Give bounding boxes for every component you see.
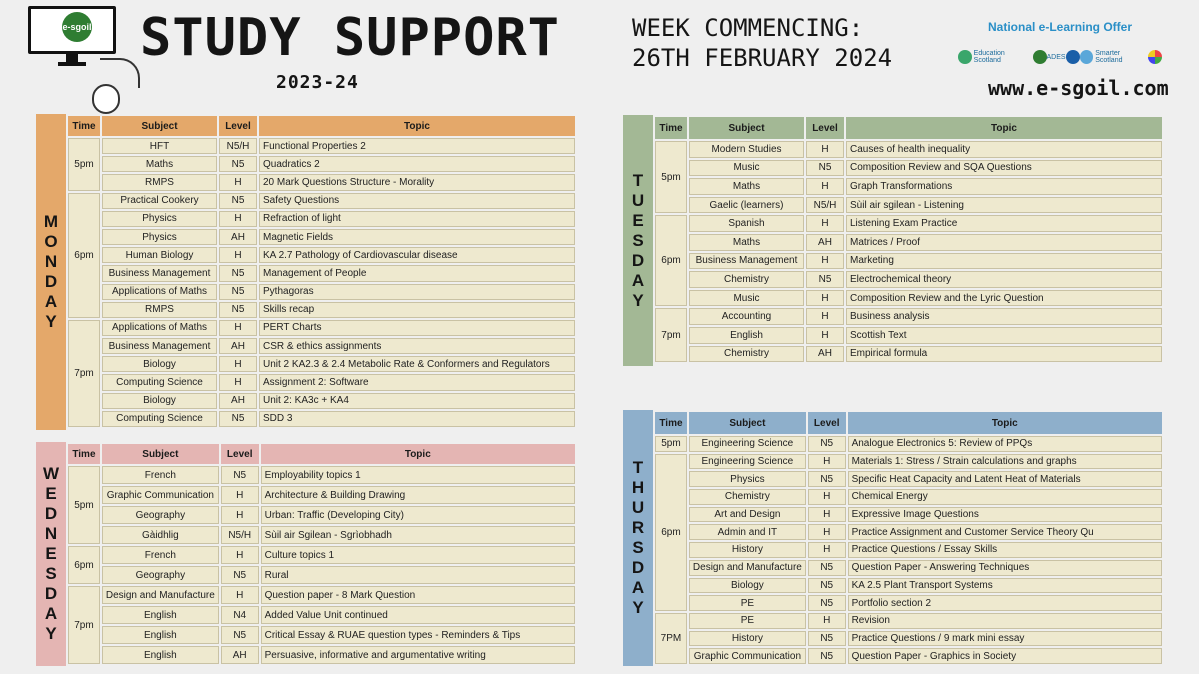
subject-cell: Gàidhlig [102, 526, 219, 544]
topic-cell: Functional Properties 2 [259, 138, 575, 154]
subject-cell: Design and Manufacture [102, 586, 219, 604]
week-commencing-label: WEEK COMMENCING: [632, 14, 864, 42]
table-row [655, 613, 1162, 629]
day-letter: S [632, 230, 644, 250]
topic-cell: Practice Assignment and Customer Service Theory Qu [848, 524, 1162, 540]
subject-cell: French [102, 466, 219, 484]
subject-cell: English [689, 327, 804, 344]
level-cell: N5 [219, 265, 257, 281]
subject-cell: Practical Cookery [102, 193, 217, 209]
subject-cell: PE [689, 613, 806, 629]
table-row [68, 320, 575, 336]
level-cell: N5 [808, 578, 846, 594]
level-cell: N5/H [221, 526, 259, 544]
column-header-time: Time [68, 444, 100, 464]
topic-cell: Sùil air Sgilean - Sgrìobhadh [261, 526, 575, 544]
topic-cell: SDD 3 [259, 411, 575, 427]
level-cell: N5 [806, 160, 844, 177]
page-title: STUDY SUPPORT [140, 8, 560, 68]
subject-cell: Geography [102, 506, 219, 524]
level-cell: H [219, 356, 257, 372]
subject-cell: Computing Science [102, 411, 217, 427]
day-letter: R [631, 518, 645, 537]
time-slot: 6pm [655, 215, 687, 306]
day-letter: O [44, 232, 58, 251]
day-letter: E [45, 544, 57, 563]
table-row [655, 141, 1162, 158]
day-letter: N [44, 252, 58, 271]
day-letter: A [44, 604, 58, 623]
level-cell: H [806, 253, 844, 270]
website-url[interactable]: www.e-sgoil.com [988, 76, 1169, 100]
day-letter: S [45, 564, 57, 583]
day-letter: A [631, 578, 645, 597]
topic-cell: PERT Charts [259, 320, 575, 336]
table-row [68, 526, 575, 544]
table-row [655, 595, 1162, 611]
subject-cell: Business Management [102, 338, 217, 354]
day-letter: E [632, 210, 644, 230]
level-cell: AH [806, 346, 844, 363]
level-cell: N5 [221, 566, 259, 584]
mouse-icon [92, 84, 120, 114]
academic-year: 2023-24 [276, 72, 359, 93]
day-letter: U [631, 190, 645, 210]
column-header-level: Level [219, 116, 257, 136]
wednesday-day-label [36, 442, 66, 666]
table-row [68, 138, 575, 154]
level-cell: H [219, 320, 257, 336]
level-cell: N5 [219, 284, 257, 300]
topic-cell: KA 2.7 Pathology of Cardiovascular disease [259, 247, 575, 263]
table-row [655, 489, 1162, 505]
table-row [655, 327, 1162, 344]
subject-cell: Geography [102, 566, 219, 584]
level-cell: H [219, 374, 257, 390]
wednesday-schedule [36, 442, 577, 666]
subject-cell: Graphic Communication [689, 648, 806, 664]
time-slot: 7pm [68, 320, 100, 427]
subject-cell: History [689, 631, 806, 647]
level-cell: H [806, 178, 844, 195]
topic-cell: Urban: Traffic (Developing City) [261, 506, 575, 524]
column-header-subject: Subject [689, 412, 806, 434]
thursday-timetable [653, 410, 1164, 666]
subject-cell: French [102, 546, 219, 564]
table-row [68, 302, 575, 318]
table-row [68, 229, 575, 245]
column-header-level: Level [806, 117, 844, 139]
topic-cell: Composition Review and SQA Questions [846, 160, 1162, 177]
subject-cell: Biology [689, 578, 806, 594]
level-cell: N5/H [806, 197, 844, 214]
table-row [68, 626, 575, 644]
topic-cell: Matrices / Proof [846, 234, 1162, 251]
subject-cell: PE [689, 595, 806, 611]
level-cell: H [808, 454, 846, 470]
subject-cell: Accounting [689, 308, 804, 325]
table-row [68, 174, 575, 190]
level-cell: N4 [221, 606, 259, 624]
level-cell: N5 [219, 193, 257, 209]
table-row [68, 586, 575, 604]
topic-cell: Question paper - 8 Mark Question [261, 586, 575, 604]
table-row [655, 436, 1162, 452]
computer-monitor-logo [28, 6, 116, 64]
subject-cell: RMPS [102, 302, 217, 318]
topic-cell: Skills recap [259, 302, 575, 318]
level-cell: H [219, 247, 257, 263]
level-cell: N5 [808, 436, 846, 452]
topic-cell: Chemical Energy [848, 489, 1162, 505]
day-letter: Y [632, 598, 644, 617]
topic-cell: Marketing [846, 253, 1162, 270]
table-row [655, 648, 1162, 664]
topic-cell: Empirical formula [846, 346, 1162, 363]
time-slot: 6pm [68, 193, 100, 318]
day-letter: Y [45, 312, 57, 331]
subject-cell: Maths [689, 234, 804, 251]
table-row [655, 197, 1162, 214]
subject-cell: Chemistry [689, 489, 806, 505]
topic-cell: Causes of health inequality [846, 141, 1162, 158]
education-scotland-logo: Education Scotland [958, 50, 1033, 64]
table-row [68, 486, 575, 504]
subject-cell: Music [689, 290, 804, 307]
subject-cell: History [689, 542, 806, 558]
subject-cell: English [102, 626, 219, 644]
topic-cell: Unit 2: KA3c + KA4 [259, 393, 575, 409]
topic-cell: Pythagoras [259, 284, 575, 300]
day-letter: U [631, 498, 645, 517]
subject-cell: Maths [689, 178, 804, 195]
smarter-scotland-logo: Smarter Scotland [1080, 50, 1148, 64]
table-row [655, 631, 1162, 647]
table-row [68, 466, 575, 484]
subject-cell: Business Management [689, 253, 804, 270]
table-row [655, 215, 1162, 232]
day-letter: T [632, 458, 644, 477]
topic-cell: Question Paper - Answering Techniques [848, 560, 1162, 576]
table-row [68, 265, 575, 281]
table-row [655, 560, 1162, 576]
table-row [68, 374, 575, 390]
subject-cell: Graphic Communication [102, 486, 219, 504]
level-cell: N5 [219, 302, 257, 318]
subject-cell: Chemistry [689, 271, 804, 288]
table-row [68, 211, 575, 227]
partner-logos [958, 42, 1162, 72]
topic-cell: Specific Heat Capacity and Latent Heat of Materials [848, 471, 1162, 487]
table-row [68, 284, 575, 300]
subject-cell: Physics [689, 471, 806, 487]
day-letter: A [631, 270, 645, 290]
level-cell: N5 [221, 626, 259, 644]
table-row [68, 546, 575, 564]
subject-cell: English [102, 606, 219, 624]
subject-cell: Computing Science [102, 374, 217, 390]
table-row [68, 356, 575, 372]
day-letter: T [632, 170, 644, 190]
level-cell: N5 [219, 411, 257, 427]
level-cell: H [806, 290, 844, 307]
topic-cell: Graph Transformations [846, 178, 1162, 195]
thursday-schedule [623, 410, 1164, 666]
topic-cell: Electrochemical theory [846, 271, 1162, 288]
subject-cell: Physics [102, 229, 217, 245]
table-row [655, 471, 1162, 487]
column-header-subject: Subject [102, 116, 217, 136]
monday-timetable [66, 114, 577, 429]
topic-cell: 20 Mark Questions Structure - Morality [259, 174, 575, 190]
column-header-topic: Topic [261, 444, 575, 464]
day-letter: W [42, 464, 60, 483]
level-cell: H [221, 506, 259, 524]
day-letter: H [631, 478, 645, 497]
level-cell: N5 [221, 466, 259, 484]
subject-cell: Business Management [102, 265, 217, 281]
table-row [655, 160, 1162, 177]
tuesday-schedule [623, 115, 1164, 366]
topic-cell: Question Paper - Graphics in Society [848, 648, 1162, 664]
topic-cell: Persuasive, informative and argumentative writing [261, 646, 575, 664]
level-cell: H [219, 174, 257, 190]
level-cell: H [808, 489, 846, 505]
topic-cell: Composition Review and the Lyric Question [846, 290, 1162, 307]
esgoil-small-logo [1033, 50, 1047, 64]
level-cell: H [808, 507, 846, 523]
topic-cell: Business analysis [846, 308, 1162, 325]
topic-cell: Analogue Electronics 5: Review of PPQs [848, 436, 1162, 452]
topic-cell: Critical Essay & RUAE question types - Reminders & Tips [261, 626, 575, 644]
topic-cell: Practice Questions / Essay Skills [848, 542, 1162, 558]
time-slot: 7pm [68, 586, 100, 664]
tuesday-day-label [623, 115, 653, 366]
scottish-government-logo [1066, 50, 1080, 64]
ades-logo: ADES [1046, 53, 1066, 61]
day-letter: D [44, 584, 58, 603]
day-letter: D [631, 558, 645, 577]
level-cell: N5 [806, 271, 844, 288]
table-row [68, 338, 575, 354]
topic-cell: Magnetic Fields [259, 229, 575, 245]
level-cell: H [219, 211, 257, 227]
subject-cell: Music [689, 160, 804, 177]
topic-cell: Expressive Image Questions [848, 507, 1162, 523]
topic-cell: Practice Questions / 9 mark mini essay [848, 631, 1162, 647]
table-row [655, 578, 1162, 594]
level-cell: H [808, 542, 846, 558]
day-letter: Y [45, 624, 57, 643]
column-header-subject: Subject [689, 117, 804, 139]
level-cell: H [808, 524, 846, 540]
column-header-time: Time [655, 117, 687, 139]
subject-cell: Engineering Science [689, 436, 806, 452]
column-header-subject: Subject [102, 444, 219, 464]
table-row [68, 606, 575, 624]
day-letter: E [45, 484, 57, 503]
level-cell: AH [221, 646, 259, 664]
day-letter: Y [632, 290, 644, 310]
subject-cell: Physics [102, 211, 217, 227]
level-cell: H [221, 546, 259, 564]
level-cell: H [806, 308, 844, 325]
time-slot: 5pm [68, 466, 100, 544]
column-header-topic: Topic [846, 117, 1162, 139]
day-letter: D [631, 250, 645, 270]
table-row [655, 234, 1162, 251]
day-letter: D [44, 504, 58, 523]
level-cell: N5 [808, 648, 846, 664]
table-row [655, 253, 1162, 270]
topic-cell: Architecture & Building Drawing [261, 486, 575, 504]
subject-cell: Spanish [689, 215, 804, 232]
west-os-logo [1148, 50, 1162, 64]
topic-cell: Materials 1: Stress / Strain calculations and graphs [848, 454, 1162, 470]
day-letter: M [43, 212, 59, 231]
table-row [68, 247, 575, 263]
day-letter: A [44, 292, 58, 311]
topic-cell: Added Value Unit continued [261, 606, 575, 624]
level-cell: N5 [219, 156, 257, 172]
subject-cell: Maths [102, 156, 217, 172]
topic-cell: Culture topics 1 [261, 546, 575, 564]
subject-cell: Chemistry [689, 346, 804, 363]
table-row [68, 566, 575, 584]
tuesday-timetable [653, 115, 1164, 364]
level-cell: AH [219, 393, 257, 409]
topic-cell: Portfolio section 2 [848, 595, 1162, 611]
wednesday-timetable [66, 442, 577, 666]
time-slot: 7PM [655, 613, 687, 664]
day-letter: D [44, 272, 58, 291]
table-row [655, 290, 1162, 307]
table-row [655, 507, 1162, 523]
topic-cell: Scottish Text [846, 327, 1162, 344]
topic-cell: Revision [848, 613, 1162, 629]
esgoil-logo: e-sgoil [62, 12, 92, 42]
subject-cell: Gaelic (learners) [689, 197, 804, 214]
column-header-topic: Topic [848, 412, 1162, 434]
subject-cell: English [102, 646, 219, 664]
topic-cell: Rural [261, 566, 575, 584]
thursday-day-label [623, 410, 653, 666]
subject-cell: Modern Studies [689, 141, 804, 158]
topic-cell: Unit 2 KA2.3 & 2.4 Metabolic Rate & Conformers and Regulators [259, 356, 575, 372]
table-row [655, 178, 1162, 195]
time-slot: 5pm [655, 436, 687, 452]
table-row [655, 454, 1162, 470]
day-letter: N [44, 524, 58, 543]
table-row [655, 308, 1162, 325]
level-cell: AH [806, 234, 844, 251]
table-row [655, 346, 1162, 363]
topic-cell: Assignment 2: Software [259, 374, 575, 390]
table-row [68, 411, 575, 427]
column-header-time: Time [655, 412, 687, 434]
table-row [68, 393, 575, 409]
level-cell: N5 [808, 471, 846, 487]
level-cell: H [221, 586, 259, 604]
subject-cell: Human Biology [102, 247, 217, 263]
level-cell: H [806, 215, 844, 232]
topic-cell: Refraction of light [259, 211, 575, 227]
topic-cell: CSR & ethics assignments [259, 338, 575, 354]
subject-cell: Applications of Maths [102, 284, 217, 300]
subject-cell: Design and Manufacture [689, 560, 806, 576]
topic-cell: Quadratics 2 [259, 156, 575, 172]
topic-cell: Employability topics 1 [261, 466, 575, 484]
table-row [68, 506, 575, 524]
table-row [655, 542, 1162, 558]
monday-day-label [36, 114, 66, 430]
topic-cell: Sùil air sgilean - Listening [846, 197, 1162, 214]
time-slot: 6pm [68, 546, 100, 584]
time-slot: 5pm [68, 138, 100, 191]
level-cell: AH [219, 229, 257, 245]
table-row [68, 156, 575, 172]
topic-cell: Management of People [259, 265, 575, 281]
subject-cell: Applications of Maths [102, 320, 217, 336]
subject-cell: Art and Design [689, 507, 806, 523]
level-cell: H [806, 327, 844, 344]
topic-cell: Safety Questions [259, 193, 575, 209]
week-commencing-date: 26TH FEBRUARY 2024 [632, 44, 893, 72]
topic-cell: KA 2.5 Plant Transport Systems [848, 578, 1162, 594]
time-slot: 5pm [655, 141, 687, 213]
column-header-topic: Topic [259, 116, 575, 136]
table-row [655, 524, 1162, 540]
level-cell: N5 [808, 631, 846, 647]
level-cell: N5 [808, 595, 846, 611]
day-letter: S [632, 538, 644, 557]
monday-schedule [36, 114, 577, 430]
column-header-level: Level [221, 444, 259, 464]
level-cell: H [806, 141, 844, 158]
national-elearning-offer: National e-Learning Offer [988, 20, 1133, 34]
time-slot: 6pm [655, 454, 687, 611]
subject-cell: RMPS [102, 174, 217, 190]
level-cell: N5/H [219, 138, 257, 154]
level-cell: AH [219, 338, 257, 354]
column-header-level: Level [808, 412, 846, 434]
subject-cell: Admin and IT [689, 524, 806, 540]
level-cell: H [808, 613, 846, 629]
column-header-time: Time [68, 116, 100, 136]
level-cell: H [221, 486, 259, 504]
subject-cell: HFT [102, 138, 217, 154]
time-slot: 7pm [655, 308, 687, 362]
subject-cell: Engineering Science [689, 454, 806, 470]
subject-cell: Biology [102, 356, 217, 372]
table-row [655, 271, 1162, 288]
level-cell: N5 [808, 560, 846, 576]
topic-cell: Listening Exam Practice [846, 215, 1162, 232]
table-row [68, 646, 575, 664]
subject-cell: Biology [102, 393, 217, 409]
table-row [68, 193, 575, 209]
